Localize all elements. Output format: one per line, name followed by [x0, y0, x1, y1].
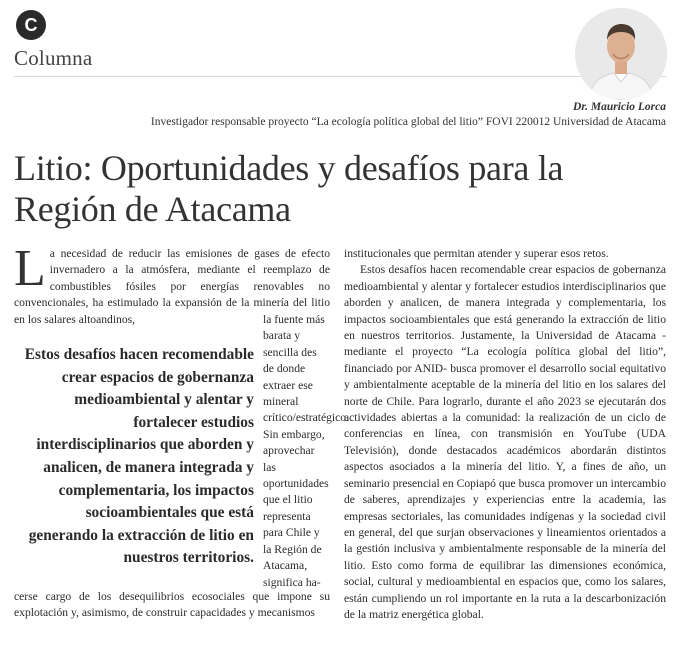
author-name: Dr. Mauricio Lorca [573, 101, 666, 113]
intro-text: a necesidad de reducir las emisiones de gases de efecto invernadero a la atmósfera, mediante el reemplazo de combustibles fósiles por energías renovables no convencionales, ha estimulado la expansión de la minería del litio en los salares altoandinos, [14, 247, 330, 326]
section-label: Columna [14, 46, 93, 70]
right-column-paragraph-2: Estos desafíos hacen recomendable crear espacios de gobernanza medioambiental y alentar y fortalecer estudios interdisciplinarios que aborden y analicen, de manera integrada y complementaria, los impactos socioambientales que está generando la extracción de litio en nuestros territorios. Justamente, la Universidad de Atacama -mediante el proyecto “La ecología política global del litio”, financiado por ANID- busca promover el desarrollo social equitativo y ambientalmente aceptable de la minería del litio en los salares del norte de Chile. Para lograrlo, durante el año 2023 se ejecutarán dos actividades abiertas a la comunidad: la realización de un ciclo de conferencias en línea, con transmisión en YouTube (UDA Televisión), donde destacados académicos abordarán distintos aspectos asociados a la minería del litio. Y, a fines de año, un seminario presencial en Copiapó que busca promover un intercambio de saberes, aprendizajes y experiencias entre la academia, las empresas sectoriales, las comunidades indígenas y la sociedad civil en general, del que surjan observaciones y lineamientos orientados a la gestión inclusiva y ambientalmente responsable de la minería del litio. Esto como forma de equilibrar las dimensiones económica, social, cultural y medioambiental en espacios que, como los salares, están cumpliendo un rol importante en la ruta a la descarbonización de la matriz energética global. [344, 263, 666, 621]
narrow-column-text: la fuente más barata y sencilla des de donde extraer ese mineral crítico/estratégico. Sin embargo, aprovechar las oportunidades que el litio representa para Chile y la Región de Atacama, significa ha- [263, 313, 349, 589]
drop-cap: L [14, 240, 46, 297]
left-column-closing-text: cerse cargo de los desequilibrios ecosociales que impone su explotación y, asimismo, de construir capacidades y mecanismos [14, 590, 330, 620]
header-divider [14, 76, 666, 77]
right-column-paragraph-1: institucionales que permitan atender y superar esos retos. [344, 247, 609, 260]
author-photo [575, 8, 667, 100]
right-column [344, 246, 666, 623]
column-badge: C [16, 10, 46, 40]
author-role: Investigador responsable proyecto “La ecología política global del litio” FOVI 220012 Universidad de Atacama [150, 116, 666, 128]
article-title: Litio: Oportunidades y desafíos para la Región de Atacama [14, 148, 564, 229]
pull-quote: Estos desafíos hacen recomendable crear espacios de gobernanza medioambiental y alentar y fortalecer estudios interdisciplinarios que aborden y analicen, de manera integrada y complementaria, los impactos socioambientales que está generando la extracción de litio en nuestros territorios. [24, 346, 254, 567]
